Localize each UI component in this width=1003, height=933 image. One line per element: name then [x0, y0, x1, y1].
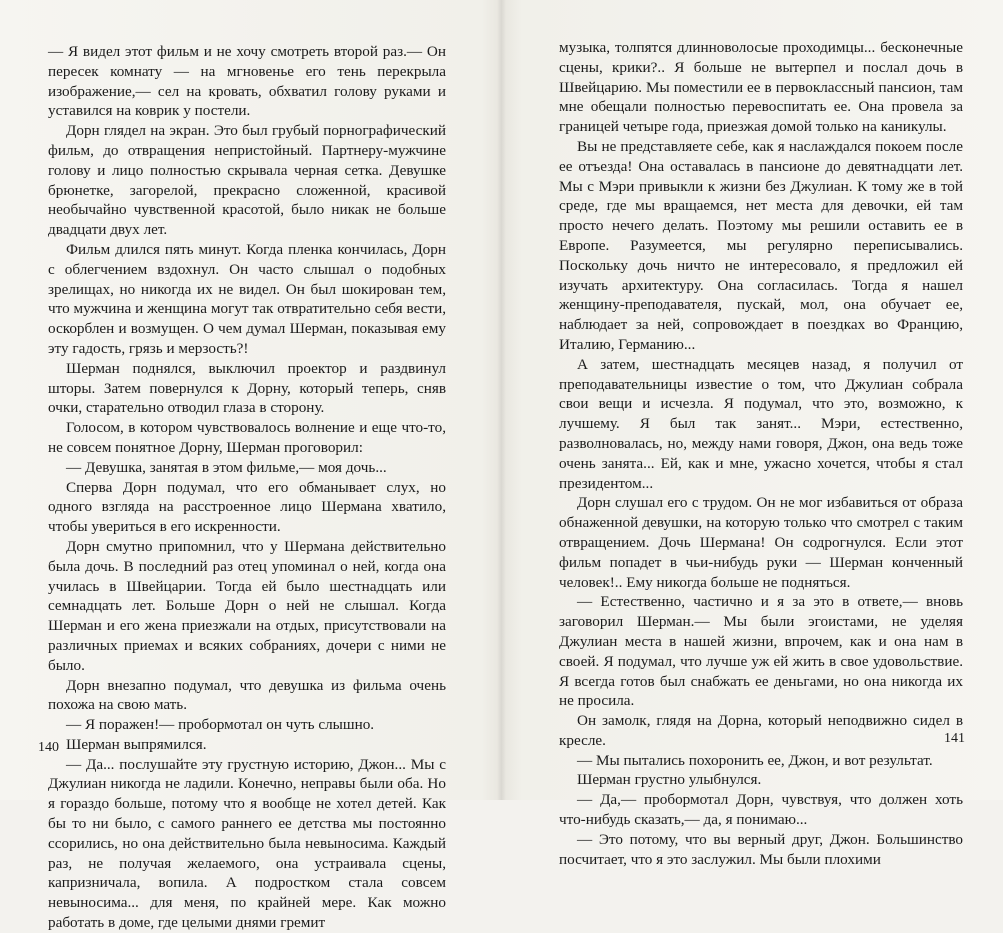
paragraph: Шерман поднялся, выключил проектор и раздвинул шторы. Затем повернулся к Дорну, который теперь, сняв очки, старательно отводил глаза в сторону. [48, 359, 446, 417]
paragraph: Дорн глядел на экран. Это был грубый порнографический фильм, до отвращения непристойный. Партнеру-мужчине голову и лицо полностью скрывала черная сетка. Девушке брюнетке, загорелой, прекрасно сложенной, красивой необычайно чувственной красотой, было никак не больше двадцати двух лет. [48, 122, 446, 239]
left-page-text [48, 42, 446, 933]
paragraph: Дорн внезапно подумал, что девушка из фильма очень похожа на свою мать. [48, 676, 446, 714]
paragraph: Шерман выпрямился. [66, 735, 207, 753]
paragraph: музыка, толпятся длинноволосые проходимцы... бесконечные сцены, крики?.. Я больше не вытерпел и послал дочь в Швейцарию. Мы поместили ее в первоклассный пансион, там мне обещали полностью перевоспитать ее. Она провела за границей четыре года, приезжая домой только на каникулы. [559, 39, 963, 136]
paragraph: Дорн смутно припомнил, что у Шермана действительно была дочь. В последний раз отец упоминал о ней, когда она училась в Швейцарии. Тогда ей было шестнадцать или семнадцать лет. Больше Дорн о ней не слышал. Когда Шерман и его жена приезжали на отдых, присутствовали на различных приемах и всяких собраниях, дочери с ними не было. [48, 537, 446, 674]
paragraph: Голосом, в котором чувствовалось волнение и еще что-то, не совсем понятное Дорну, Шерман проговорил: [48, 419, 446, 456]
page-number-right: 141 [944, 731, 965, 746]
paragraph: — Девушка, занятая в этом фильме,— моя дочь... [66, 458, 387, 476]
paragraph: Фильм длился пять минут. Когда пленка кончилась, Дорн с облегчением вздохнул. Он часто слышал о подобных зрелищах, но никогда их не видел. Он был шокирован тем, что мужчина и женщина могут так отвратительно себя вести, оскорблен и возмущен. О чем думал Шерман, показывая ему эту гадость, грязь и мерзость?! [48, 240, 446, 357]
page-number-left: 140 [38, 740, 59, 755]
paragraph: Он замолк, глядя на Дорна, который неподвижно сидел в кресле. [559, 712, 963, 749]
paragraph: Вы не представляете себе, как я наслаждался покоем после ее отъезда! Она оставалась в пансионе до девятнадцати лет. Мы с Мэри привыкли к жизни без Джулиан. К тому же в той среде, где мы вращаемся, нет места для девочки, ей там просто нечего делать. Поэтому мы решили оставить ее в Европе. Разумеется, мы регулярно переписывались. Поскольку дочь ничто не интересовало, я предложил ей изучать архитектуру. Она согласилась. Тогда я нашел женщину-преподавателя, пускай, мол, она обучает ее, наблюдает за ней, сопровождает в поездках во Францию, Италию, Германию... [559, 137, 963, 353]
paragraph: — Я поражен!— пробормотал он чуть слышно. [66, 716, 375, 734]
paragraph: А затем, шестнадцать месяцев назад, я получил от преподавательницы известие о том, что Джулиан собрала свои вещи и исчезла. Я подумал, что это, возможно, к лучшему. Я был так занят... Мэри, естественно, разволновалась, но, между нами говоря, Джон, она ведь тоже очень занята... Ей, как и мне, ужасно хочется, чтобы я стал президентом... [559, 355, 963, 492]
paragraph: Сперва Дорн подумал, что его обманывает слух, но одного взгляда на расстроенное лицо Шермана хватило, чтобы увериться в его искренности. [48, 478, 446, 536]
left-page [0, 0, 500, 932]
paragraph: — Естественно, частично и я за это в ответе,— вновь заговорил Шерман.— Мы были эгоистами, не уделяя Джулиан места в нашей жизни, впрочем, как и она нам в своей. Я подумал, что лучше уж ей жить в свое удовольствие. Я всегда готов был снабжать ее деньгами, но она никогда их не просила. [559, 593, 963, 710]
paragraph: Дорн слушал его с трудом. Он не мог избавиться от образа обнаженной девушки, на которую только что смотрел с таким отвращением. Дочь Шермана! Он содрогнулся. Если этот фильм попадет в чьи-нибудь руки — Шерман конченный человек!.. Ему никогда больше не подняться. [559, 494, 963, 591]
paragraph: — Это потому, что вы верный друг, Джон. Большинство посчитает, что я это заслужил. Мы были плохими [559, 830, 963, 868]
paragraph: — Да,— пробормотал Дорн, чувствуя, что должен хоть что-нибудь сказать,— да, я понимаю... [559, 791, 963, 829]
paragraph: — Я видел этот фильм и не хочу смотреть второй раз.— Он пересек комнату — на мгновенье его тень перекрыла изображение,— сел на кровать, обхватил голову руками и уставился на коврик у постели. [48, 43, 446, 120]
paragraph: — Мы пытались похоронить ее, Джон, и вот результат. [577, 751, 933, 769]
paragraph: — Да... послушайте эту грустную историю, Джон... Мы с Джулиан никогда не ладили. Конечно, неправы были оба. Но я гораздо больше, потому что я вообще не хотел детей. Как бы то ни было, с самого раннего ее детства мы постоянно ссорились, но она действительно была невыносима. Каждый раз, не получая желаемого, она устраивала сцены, капризничала, вопила. А подростком стала совсем невыносима... для меня, по крайней мере. Как можно работать в доме, где целыми днями гремит [48, 755, 446, 932]
right-page-text [559, 38, 963, 869]
right-page [503, 0, 1003, 868]
paragraph: Шерман грустно улыбнулся. [577, 771, 762, 789]
